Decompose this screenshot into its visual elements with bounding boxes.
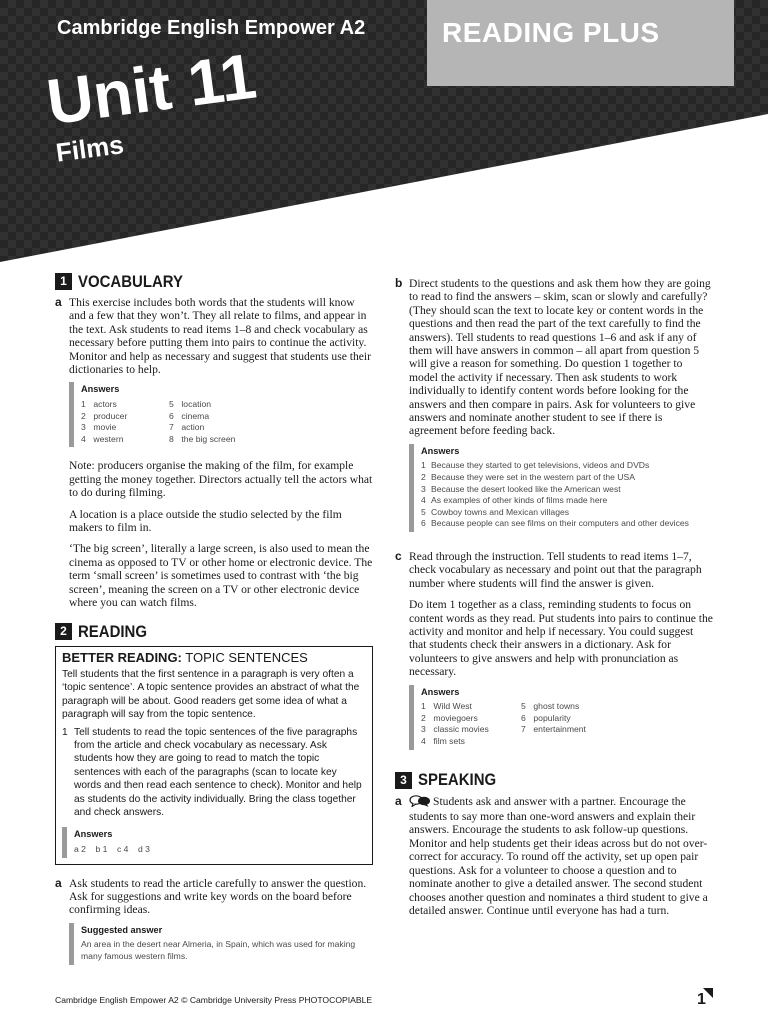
answer-cell: 6 popularity xyxy=(521,712,571,723)
section-title: VOCABULARY xyxy=(78,271,184,291)
answer-cell: 3 classic movies xyxy=(421,724,489,735)
corner-mark-icon xyxy=(703,988,713,998)
item-text: Students ask and answer with a partner. Encourage the students to say more than one-word answers and explain their answers. Encourage the students to ask follow-up questions. Monitor and help students get their ideas across but do not over-correct for accuracy. To round off the activity, set up open pair questions. Ask for a volunteer to choose a question and to nominate another to give a detailed answer. The second student chooses another question and nominates a third student to give a detailed answer. Continue until everyone has had a turn. xyxy=(409,794,708,917)
vocabulary-heading xyxy=(55,273,373,290)
unit-title: Unit 11 xyxy=(42,39,261,139)
note-paragraph: A location is a place outside the studio selected by the film makers to film in. xyxy=(69,507,342,535)
reading-item-c xyxy=(395,550,713,762)
section-number: 3 xyxy=(395,772,412,789)
answer-cell: 2 producer xyxy=(81,410,128,421)
item-letter: a xyxy=(55,875,62,890)
answer-row: 1 Because they started to get televisions, videos and DVDs xyxy=(421,460,650,471)
section-title: READING xyxy=(78,622,147,642)
answers-list xyxy=(421,460,713,530)
item-letter: a xyxy=(55,295,62,309)
answer-row: 2 Because they were set in the western part of the USA xyxy=(421,472,635,483)
answer-row: 5 Cowboy towns and Mexican villages xyxy=(421,506,570,517)
answers-grid xyxy=(421,701,713,747)
reading-heading xyxy=(55,623,373,640)
series-title: Cambridge English Empower A2 xyxy=(57,17,366,39)
answer-cell: 6 cinema xyxy=(169,410,210,421)
answer-cell: 4 western xyxy=(81,433,124,444)
note-paragraph: ‘The big screen’, literally a large screen, is also used to mean the cinema as opposed to TV or other home or electronic device. The term ‘small screen’ is sometimes used to contrast with ‘the big screen’, meaning the screen on a TV or other electronic device where you can watch films. xyxy=(69,542,373,610)
suggested-answer-text: An area in the desert near Almeria, in Spain, which was used for making many famous western films. xyxy=(81,939,356,961)
answers-box xyxy=(62,827,366,857)
answer-cell: 1 Wild West xyxy=(421,701,472,712)
answers-box xyxy=(409,685,713,750)
answer-cell: 4 film sets xyxy=(421,736,465,747)
answers-label: Answers xyxy=(81,384,120,395)
better-reading-text: Tell students that the first sentence in a paragraph is very often a ‘topic sentence’. A topic sentence provides an abstract of what the paragraph will be about. Good readers get some idea of what a paragraph will say from the topic sentence. xyxy=(62,668,360,721)
answer-cell: 8 the big screen xyxy=(169,433,236,444)
answers-box xyxy=(409,444,713,532)
vocabulary-item-a xyxy=(55,296,373,617)
item-letter: c xyxy=(395,549,402,564)
unit-subtitle: Films xyxy=(54,129,126,168)
better-reading-item: 1 Tell students to read the topic sentences of the five paragraphs from the article and check vocabulary as necessary. Ask students how they are going to read to match the topic sentences with each of the paragraphs (scan to locate key words and then read each sentence to check). Monitor and help as students do the activity individually. Bring the class together and check answers. xyxy=(62,726,362,818)
answer-cell: 5 location xyxy=(169,399,212,410)
answer-cell: 7 entertainment xyxy=(521,724,586,735)
speech-bubbles-icon xyxy=(409,795,431,810)
item-letter: b xyxy=(395,276,403,290)
answer-cell: 1 actors xyxy=(81,399,117,410)
better-reading-heading: BETTER READING: TOPIC SENTENCES xyxy=(62,650,308,666)
answers-line: a 2 b 1 c 4 d 3 xyxy=(74,843,150,854)
answer-row: 3 Because the desert looked like the American west xyxy=(421,483,621,494)
right-column xyxy=(395,277,713,923)
speaking-item-a xyxy=(395,795,713,918)
reading-item-b xyxy=(395,277,713,544)
suggested-answer-box xyxy=(69,923,373,965)
answer-row: 6 Because people can see films on their computers and other devices xyxy=(421,518,689,529)
section-number: 2 xyxy=(55,623,72,640)
footer-copyright: Cambridge English Empower A2 © Cambridge University Press PHOTOCOPIABLE xyxy=(55,995,373,1005)
answers-label: Answers xyxy=(421,686,460,697)
item-text: Ask students to read the article carefully to answer the question. Ask for suggestions and write key words on the board before confirming ideas. xyxy=(69,876,367,917)
left-column xyxy=(55,273,373,983)
item-letter: a xyxy=(395,793,402,808)
answer-cell: 2 moviegoers xyxy=(421,712,478,723)
reading-item-a xyxy=(55,877,373,977)
answer-row: 4 As examples of other kinds of films made here xyxy=(421,495,608,506)
suggested-answer-label: Suggested answer xyxy=(81,924,163,935)
answer-cell: 7 action xyxy=(169,422,205,433)
section-number: 1 xyxy=(55,273,72,290)
item-text: Do item 1 together as a class, reminding students to focus on content words as they read. Put students into pairs to continue the activity and monitor and help if necessary. You could suggest that students check their answers in a dictionary. Ask for volunteers to give answers and help with pronunciation as necessary. xyxy=(409,598,713,679)
section-title: SPEAKING xyxy=(418,770,497,790)
better-reading-box xyxy=(55,646,373,864)
answers-label: Answers xyxy=(421,445,460,456)
reading-plus-badge: READING PLUS xyxy=(427,0,734,86)
answer-cell: 5 ghost towns xyxy=(521,701,580,712)
note-paragraph: Note: producers organise the making of the film, for example getting the money together. Directors actually tell the actors what to do during filming. xyxy=(69,459,373,500)
item-text: This exercise includes both words that the students will know and a few that they won’t. They all relate to films, and appear in the text. Ask students to read items 1–8 and check vocabulary as necessary before putting them into pairs to continue the activity. Monitor and help as necessary and suggest that students use their dictionaries to help. xyxy=(69,296,372,377)
answers-box xyxy=(69,382,373,447)
item-text: Direct students to the questions and ask them how they are going to read to find the answers – skim, scan or slowly and carefully? (They should scan the text to locate key or content words in the questions and then read the part of the text carefully to find the answers). Tell students to read questions 1–6 and ask if any of them will have answers in common – all apart from question 5 will give a reason for something. Do question 1 together to model the activity if necessary. Then ask students to work individually to identify content words before looking for the answers and then compare in pairs. Ask for volunteers to give answers and nominate another student to see if there is agreement before feeding back. xyxy=(409,277,711,438)
answers-grid xyxy=(81,399,373,445)
answers-label: Answers xyxy=(74,829,113,840)
item-text: Read through the instruction. Tell students to read items 1–7, check vocabulary as necessary and point out that the paragraph number where students will find the answer is given. xyxy=(409,550,702,590)
answer-cell: 3 movie xyxy=(81,422,117,433)
page-number: 1 xyxy=(697,991,706,1008)
speaking-heading xyxy=(395,772,713,789)
